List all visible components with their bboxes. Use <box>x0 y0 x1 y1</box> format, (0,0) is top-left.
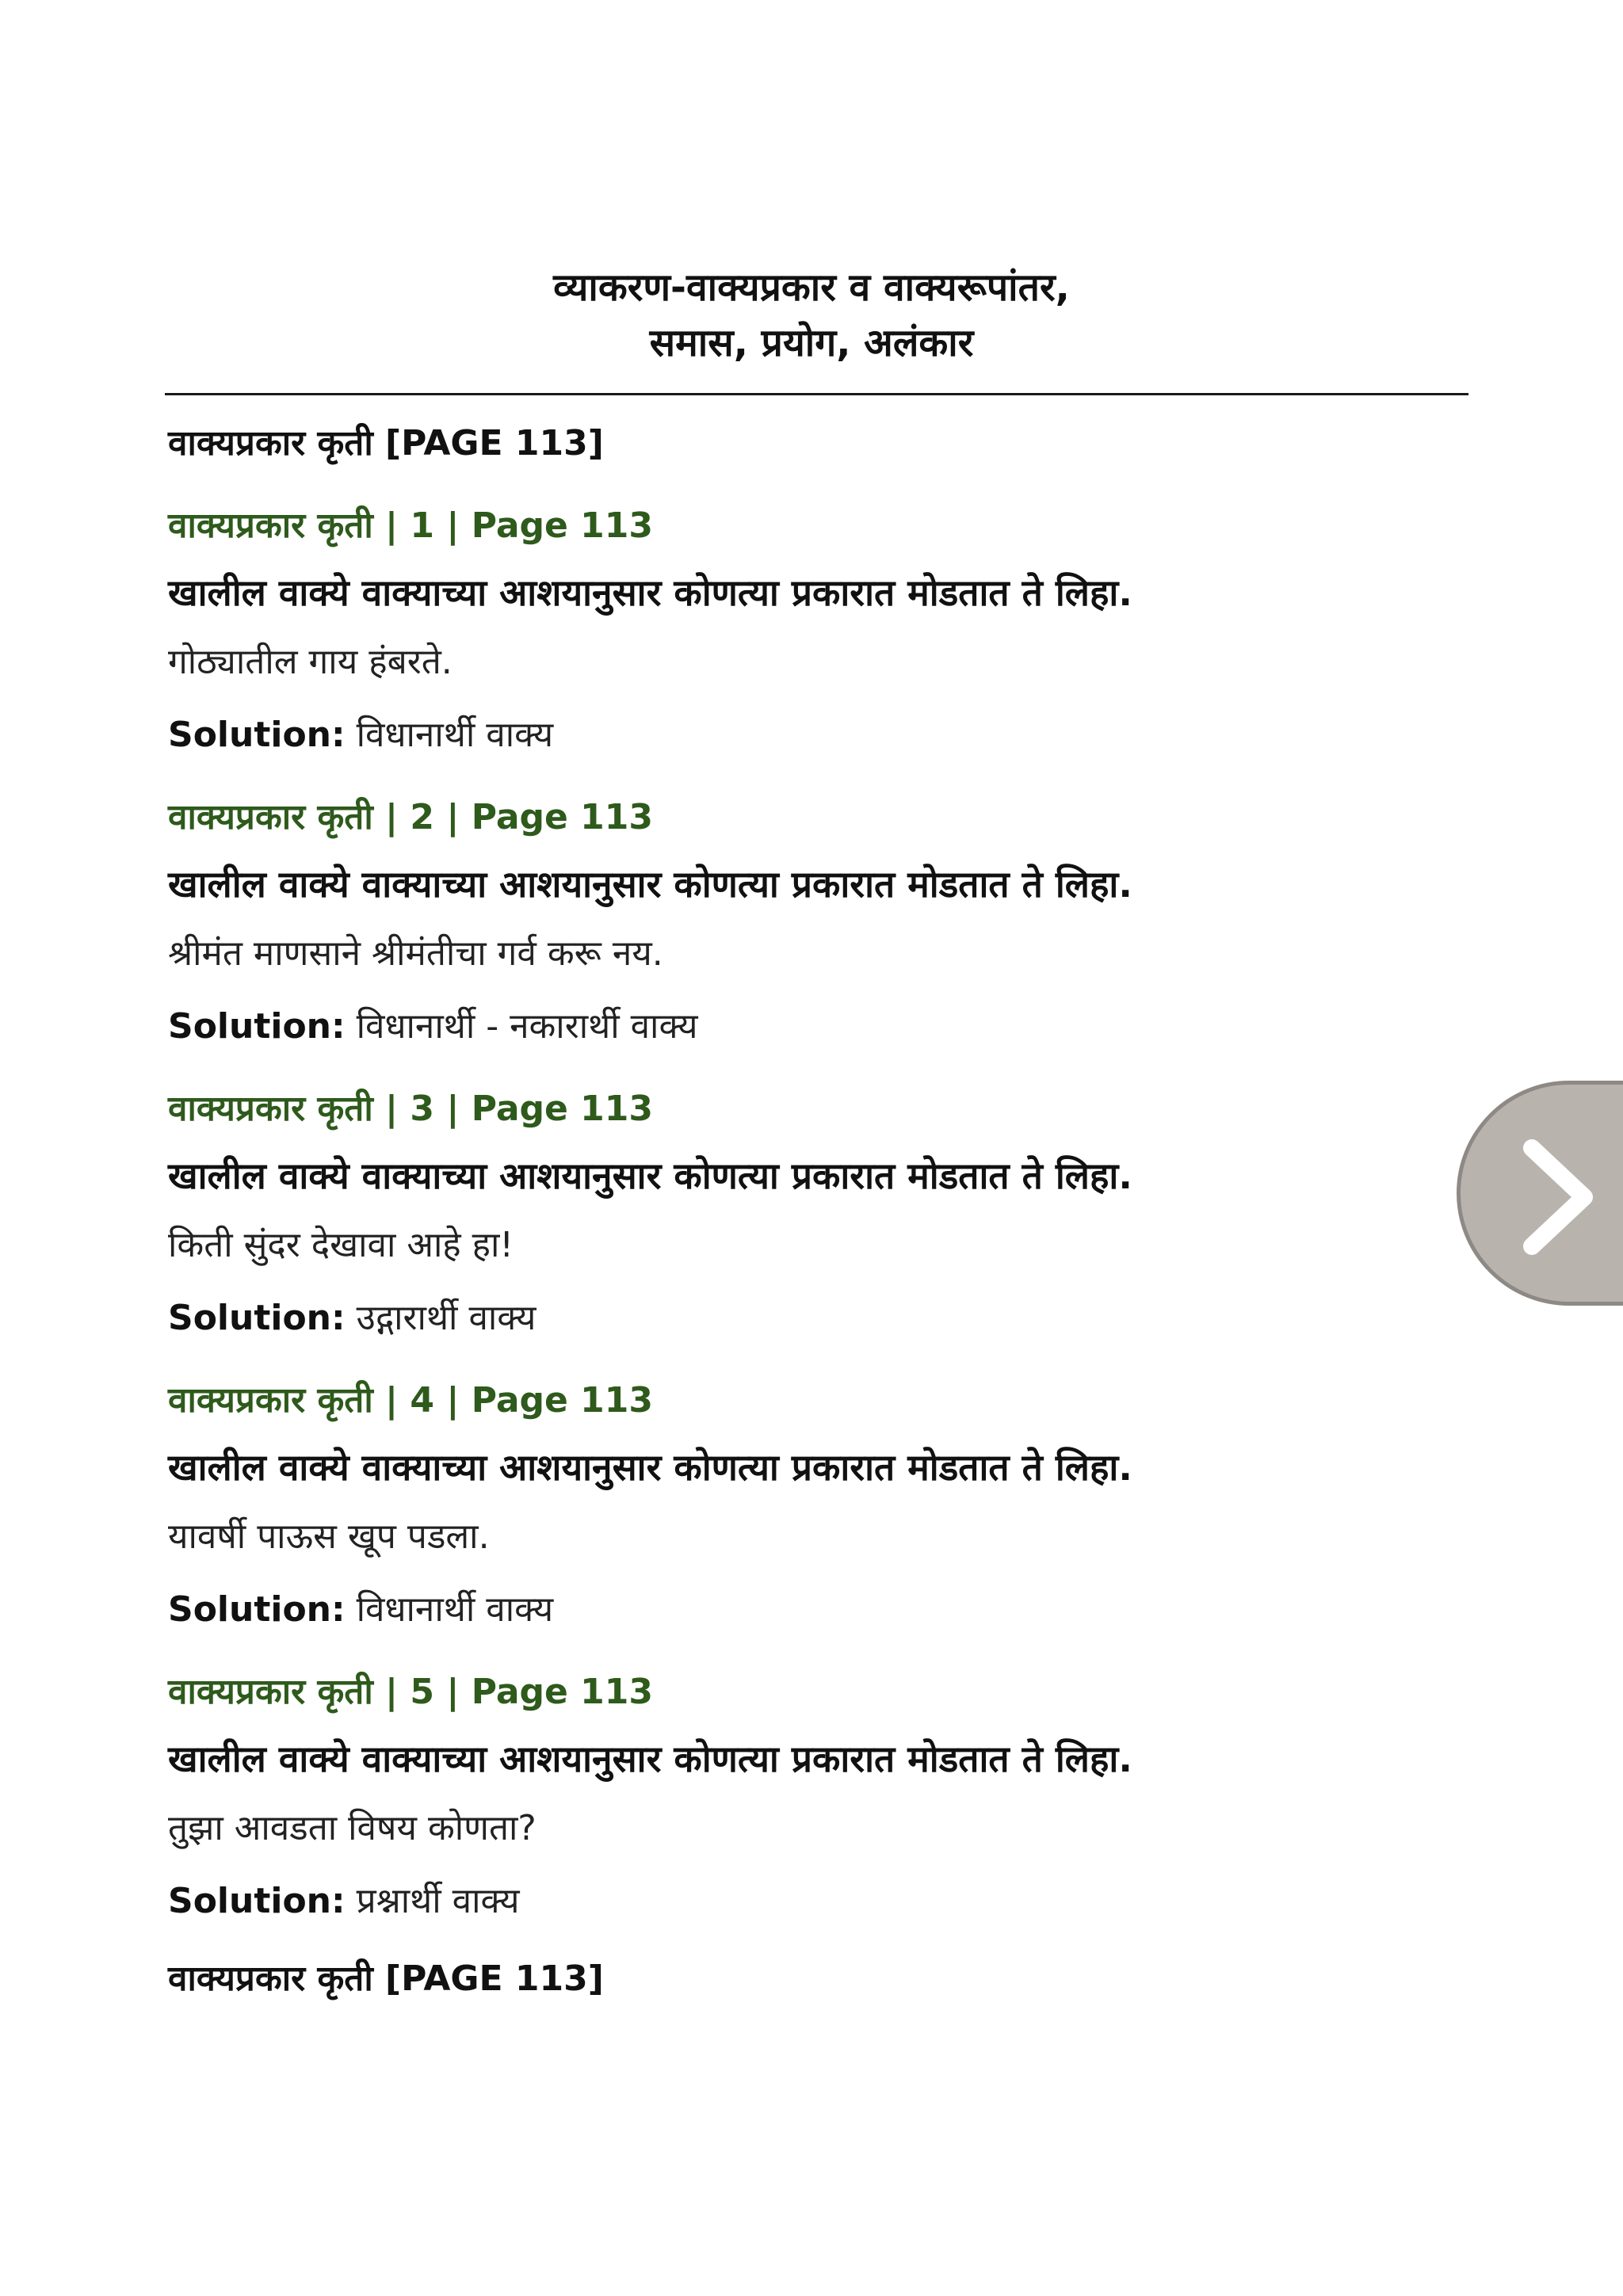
question-sentence: किती सुंदर देखावा आहे हा! <box>168 1225 514 1265</box>
question-item <box>168 1084 1468 1375</box>
solution-label: Solution: <box>168 1298 346 1338</box>
solution-answer: उद्गारार्थी वाक्य <box>356 1298 537 1338</box>
question-prompt: खालील वाक्ये वाक्याच्या आशयानुसार कोणत्या प्रकारात मोडतात ते लिहा. <box>168 1154 1132 1197</box>
question-sentence: तुझा आवडता विषय कोणता? <box>168 1808 537 1848</box>
section-heading: वाक्यप्रकार कृती [PAGE 113] <box>168 423 604 463</box>
question-sentence: श्रीमंत माणसाने श्रीमंतीचा गर्व करू नय. <box>168 933 663 974</box>
footer-section-heading: वाक्यप्रकार कृती [PAGE 113] <box>168 1958 604 1999</box>
question-prompt: खालील वाक्ये वाक्याच्या आशयानुसार कोणत्या प्रकारात मोडतात ते लिहा. <box>168 863 1132 906</box>
solution-answer: विधानार्थी - नकारार्थी वाक्य <box>356 1006 698 1047</box>
question-item <box>168 1667 1468 1958</box>
question-reference: वाक्यप्रकार कृती | 5 | Page 113 <box>168 1672 654 1712</box>
solution-label: Solution: <box>168 1589 346 1630</box>
question-sentence: यावर्षी पाऊस खूप पडला. <box>168 1516 490 1557</box>
page-title-line-2: समास, प्रयोग, अलंकार <box>649 321 974 365</box>
solution-answer: विधानार्थी वाक्य <box>356 715 554 755</box>
question-item <box>168 1375 1468 1667</box>
solution-line <box>168 710 553 761</box>
question-prompt: खालील वाक्ये वाक्याच्या आशयानुसार कोणत्या प्रकारात मोडतात ते लिहा. <box>168 1446 1132 1489</box>
question-item <box>168 792 1468 1084</box>
header-divider <box>165 393 1468 395</box>
page-header <box>0 260 1623 371</box>
question-reference: वाक्यप्रकार कृती | 2 | Page 113 <box>168 797 654 837</box>
next-page-button[interactable] <box>1457 1081 1623 1306</box>
solution-line <box>168 1001 698 1052</box>
chevron-right-icon <box>1514 1134 1602 1261</box>
question-reference: वाक्यप्रकार कृती | 4 | Page 113 <box>168 1380 654 1421</box>
question-sentence: गोठ्यातील गाय हंबरते. <box>168 642 453 682</box>
solution-line <box>168 1585 553 1635</box>
solution-line <box>168 1293 536 1344</box>
question-reference: वाक्यप्रकार कृती | 1 | Page 113 <box>168 505 654 546</box>
question-item <box>168 501 1468 792</box>
page-title-line-1: व्याकरण-वाक्यप्रकार व वाक्यरूपांतर, <box>553 265 1070 310</box>
solution-label: Solution: <box>168 1006 346 1047</box>
solution-answer: प्रश्नार्थी वाक्य <box>356 1881 520 1921</box>
solution-line <box>168 1876 520 1927</box>
question-prompt: खालील वाक्ये वाक्याच्या आशयानुसार कोणत्या प्रकारात मोडतात ते लिहा. <box>168 1737 1132 1780</box>
question-prompt: खालील वाक्ये वाक्याच्या आशयानुसार कोणत्या प्रकारात मोडतात ते लिहा. <box>168 571 1132 614</box>
question-reference: वाक्यप्रकार कृती | 3 | Page 113 <box>168 1089 654 1129</box>
solution-label: Solution: <box>168 1881 346 1921</box>
solution-answer: विधानार्थी वाक्य <box>356 1589 554 1630</box>
worksheet-content <box>168 418 1468 2004</box>
solution-label: Solution: <box>168 715 346 755</box>
